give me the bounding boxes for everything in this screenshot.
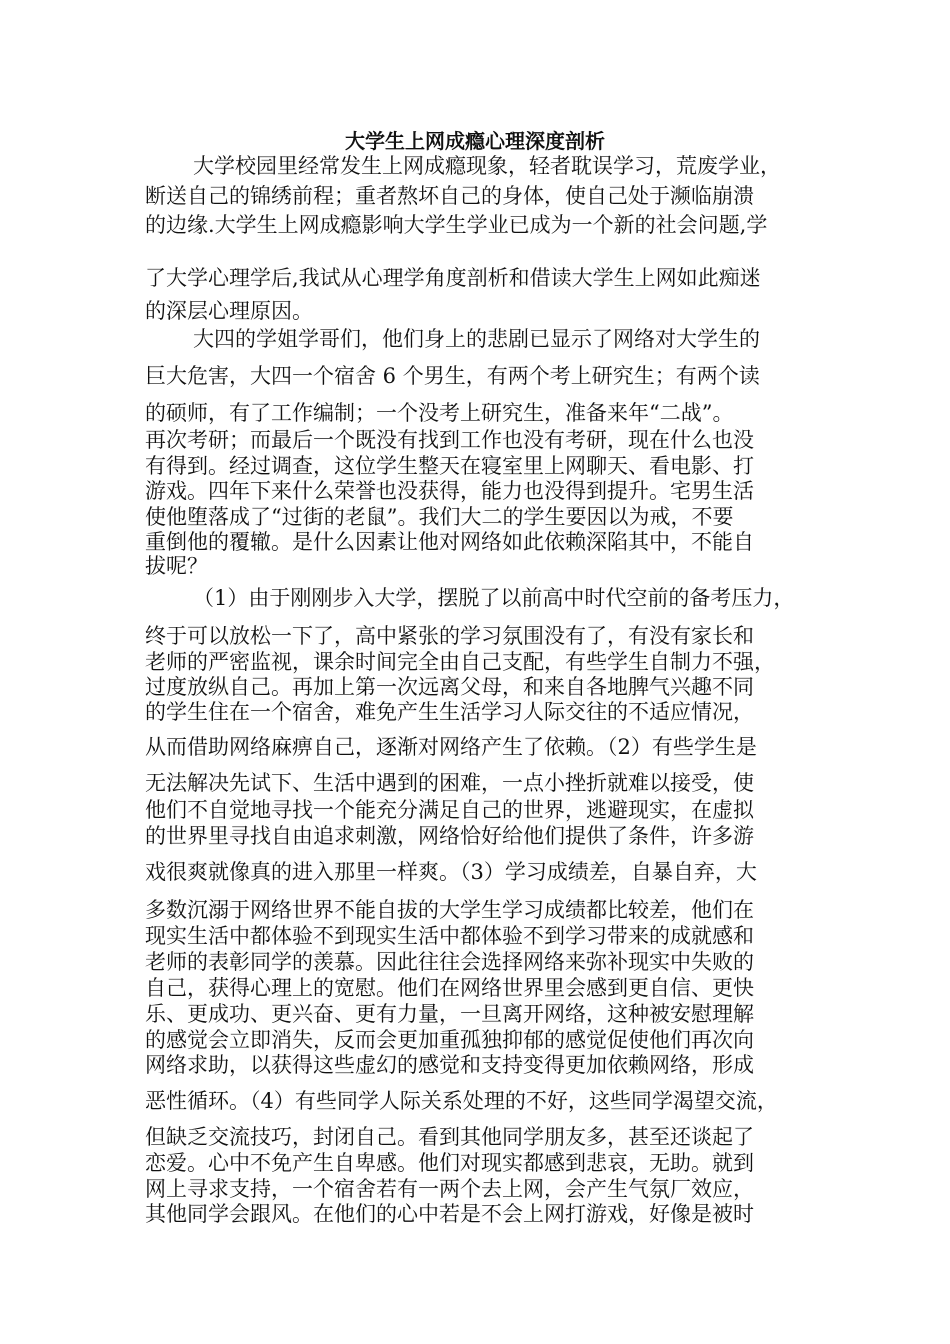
text-line: 游戏。四年下来什么荣誉也没获得，能力也没得到提升。宅男生活 <box>145 479 754 503</box>
text-line: 他们不自觉地寻找一个能充分满足自己的世界，逃避现实，在虚拟 <box>145 798 754 822</box>
text-line: 的感觉会立即消失，反而会更加重孤独抑郁的感觉促使他们再次向 <box>145 1028 754 1052</box>
text-line: 其他同学会跟风。在他们的心中若是不会上网打游戏，好像是被时 <box>145 1202 754 1226</box>
text-line: 过度放纵自己。再加上第一次远离父母，和来自各地脾气兴趣不同 <box>145 675 754 699</box>
text-line: 终于可以放松一下了，高中紧张的学习氛围没有了，有没有家长和 <box>145 624 754 648</box>
text-line: 再次考研；而最后一个既没有找到工作也没有考研，现在什么也没 <box>145 428 754 452</box>
text-line: 断送自己的锦绣前程；重者熬坏自己的身体，使自己处于濒临崩溃 <box>145 184 754 208</box>
text-line: 老师的严密监视，课余时间完全由自己支配，有些学生自制力不强， <box>145 650 775 674</box>
text-line: 恶性循环。（4）有些同学人际关系处理的不好，这些同学渴望交流， <box>145 1089 778 1113</box>
text-line: 拔呢？ <box>145 554 208 578</box>
text-line: 但缺乏交流技巧，封闭自己。看到其他同学朋友多，甚至还谈起了 <box>145 1125 754 1149</box>
text-line: 使他堕落成了“过街的老鼠”。我们大二的学生要因以为戒，不要 <box>145 505 734 529</box>
text-line: 网上寻求支持，一个宿舍若有一两个去上网，会产生气氛厂效应， <box>145 1177 754 1201</box>
document-title: 大学生上网成瘾心理深度剖析 <box>345 129 605 153</box>
text-line: 无法解决先试下、生活中遇到的困难，一点小挫折就难以接受，使 <box>145 771 754 795</box>
text-line: 自己，获得心理上的宽慰。他们在网络世界里会感到更自信、更快 <box>145 976 754 1000</box>
text-line: 有得到。经过调查，这位学生整天在寝室里上网聊天、看电影、打 <box>145 454 754 478</box>
text-line: 老师的表彰同学的羡慕。因此往往会选择网络来弥补现实中失败的 <box>145 950 754 974</box>
text-line: （1）由于刚刚步入大学，摆脱了以前高中时代空前的备考压力， <box>193 586 795 610</box>
text-line: 恋爱。心中不免产生自卑感。他们对现实都感到悲哀，无助。就到 <box>145 1151 754 1175</box>
text-line: 从而借助网络麻痹自己，逐渐对网络产生了依赖。（2）有些学生是 <box>145 735 757 759</box>
text-line: 的学生住在一个宿舍，难免产生生活学习人际交往的不适应情况， <box>145 700 754 724</box>
text-line: 的硕师，有了工作编制；一个没考上研究生，准备来年“二战”。 <box>145 401 734 425</box>
text-line: 重倒他的覆辙。是什么因素让他对网络如此依赖深陷其中，不能自 <box>145 530 754 554</box>
text-line: 大四的学姐学哥们，他们身上的悲剧已显示了网络对大学生的 <box>193 327 760 351</box>
text-line: 的深层心理原因。 <box>145 299 313 323</box>
text-line: 网络求助，以获得这些虚幻的感觉和支持变得更加依赖网络，形成 <box>145 1053 754 1077</box>
text-line: 大学校园里经常发生上网成瘾现象，轻者耽误学习，荒废学业， <box>193 154 781 178</box>
text-line: 戏很爽就像真的进入那里一样爽。（3）学习成绩差，自暴自弃，大 <box>145 860 757 884</box>
text-line: 多数沉溺于网络世界不能自拔的大学生学习成绩都比较差，他们在 <box>145 898 754 922</box>
text-line: 乐、更成功、更兴奋、更有力量，一旦离开网络，这种被安慰理解 <box>145 1002 754 1026</box>
text-line: 巨大危害，大四一个宿舍 6 个男生，有两个考上研究生；有两个读 <box>145 364 760 388</box>
text-line: 了大学心理学后,我试从心理学角度剖析和借读大学生上网如此痴迷 <box>145 266 761 290</box>
text-line: 现实生活中都体验不到现实生活中都体验不到学习带来的成就感和 <box>145 924 754 948</box>
text-line: 的世界里寻找自由追求刺激，网络恰好给他们提供了条件，许多游 <box>145 824 754 848</box>
text-line: 的边缘.大学生上网成瘾影响大学生学业已成为一个新的社会问题,学 <box>145 213 768 237</box>
